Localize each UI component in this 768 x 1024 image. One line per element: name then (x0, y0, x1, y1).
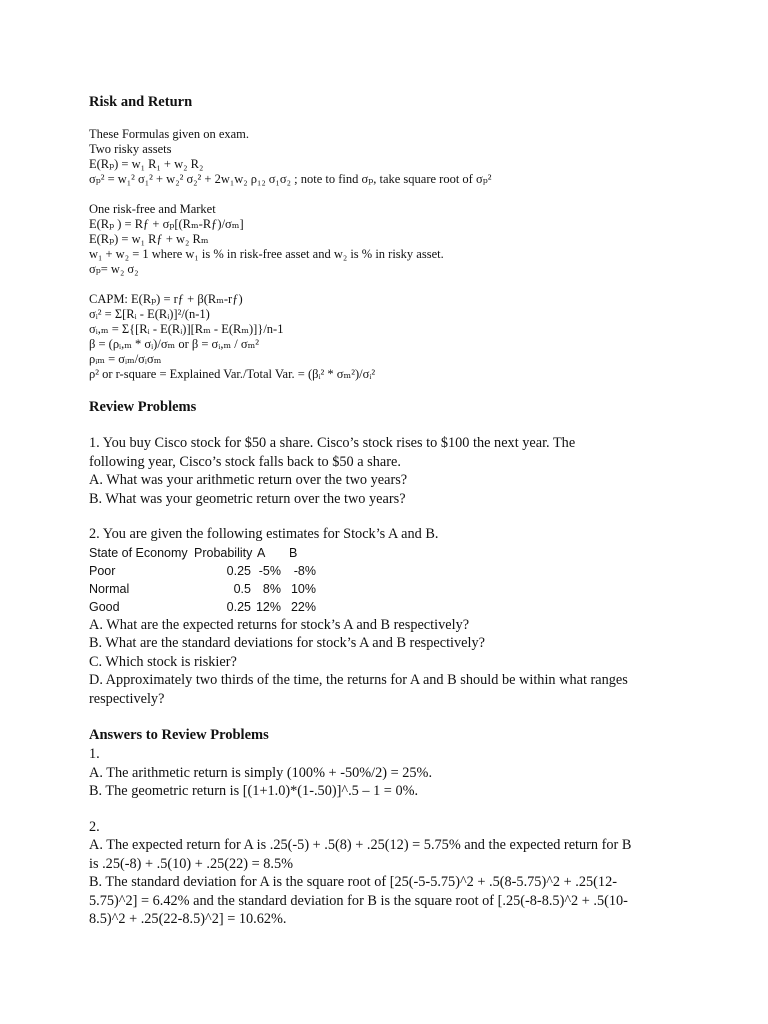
formula-correlation: ρᵢₘ = σᵢₘ/σᵢσₘ (89, 352, 162, 366)
spacer (89, 801, 689, 818)
formula-beta: β = (ρᵢ,ₘ * σᵢ)/σₘ or β = σᵢ,ₘ / σₘ² (89, 337, 259, 351)
table-cell-a: 12% (255, 599, 281, 614)
page-title: Risk and Return (89, 94, 193, 110)
table-cell-a: -5% (258, 563, 281, 578)
spacer (89, 417, 689, 434)
answer-1-a: A. The arithmetic return is simply (100% + -50%/2) = 25%. (89, 764, 433, 781)
formula-expected-return: E(Rₚ) = w₁ R₁ + w₂ R₂ (89, 157, 204, 171)
formula-cml: E(Rₚ ) = Rƒ + σₚ[(Rₘ-Rƒ)/σₘ] (89, 217, 244, 231)
problem-1-question-b: B. What was your geometric return over the two years? (89, 490, 406, 507)
problem-1-line-1: 1. You buy Cisco stock for $50 a share. Cisco’s stock rises to $100 the next year. The (89, 435, 576, 451)
problem-2-question-c: C. Which stock is riskier? (89, 653, 237, 670)
table-cell-a: 8% (262, 581, 281, 596)
problem-2-intro: 2. You are given the following estimates for Stock’s A and B. (89, 526, 439, 542)
table-cell-b: 22% (290, 599, 316, 614)
table-cell-state: Good (89, 599, 120, 614)
table-cell-state: Normal (89, 581, 130, 596)
probability-table (89, 544, 689, 616)
answer-2-b-line-1: B. The standard deviation for A is the square root of [25(-5-5.75)^2 + .5(8-5.75)^2 + .25(12- (89, 874, 617, 890)
table-header-a: A (257, 545, 266, 560)
spacer (89, 508, 689, 525)
formula-r-square: ρ² or r-square = Explained Var./Total Var. = (βᵢ² * σₘ²)/σᵢ² (89, 367, 376, 381)
table-cell-probability: 0.25 (226, 599, 251, 614)
problem-1-line-2: following year, Cisco’s stock falls back to $50 a share. (89, 453, 401, 470)
table-cell-b: 10% (290, 581, 316, 596)
answer-2-a-line-1: A. The expected return for A is .25(-5) + .5(8) + .25(12) = 5.75% and the expected return for B (89, 837, 632, 853)
formula-capm: CAPM: E(Rₚ) = rƒ + β(Rₘ-rƒ) (89, 292, 243, 306)
problem-2-question-b: B. What are the standard deviations for stock’s A and B respectively? (89, 635, 485, 651)
table-cell-probability: 0.25 (226, 563, 251, 578)
spacer (89, 277, 689, 292)
table-header-state: State of Economy (89, 545, 188, 560)
table-cell-b: -8% (293, 563, 316, 578)
spacer (89, 112, 689, 127)
answer-2-b-line-3: 8.5)^2 + .25(22-8.5)^2] = 10.62%. (89, 911, 287, 927)
table-header-row (89, 544, 689, 562)
formula-portfolio-variance: σₚ² = w₁² σ₁² + w₂² σ₂² + 2w₁w₂ ρ₁₂ σ₁σ₂ ; note to find σₚ, take square root of σₚ² (89, 172, 492, 186)
problem-2-question-d-line-1: D. Approximately two thirds of the time, the returns for A and B should be within what ranges (89, 672, 628, 688)
problem-2-question-d-line-2: respectively? (89, 690, 165, 707)
answer-2-b-line-2: 5.75)^2] = 6.42% and the standard deviation for B is the square root of [.25(-8-8.5)^2 + .5(10- (89, 892, 628, 909)
spacer (89, 382, 689, 397)
two-risky-heading: Two risky assets (89, 142, 172, 156)
formula-covariance: σᵢ,ₘ = Σ{[Rᵢ - E(Rᵢ)][Rₘ - E(Rₘ)]}/n-1 (89, 322, 284, 336)
answer-2-number: 2. (89, 818, 100, 835)
formula-portfolio-sd: σₚ= w₂ σ₂ (89, 262, 139, 276)
answers-heading: Answers to Review Problems (89, 727, 269, 743)
table-header-b: B (289, 545, 298, 560)
table-row (89, 562, 689, 580)
review-heading: Review Problems (89, 399, 197, 415)
problem-2-question-a: A. What are the expected returns for stock’s A and B respectively? (89, 616, 470, 633)
answer-2-a-line-2: is .25(-8) + .5(10) + .25(22) = 8.5% (89, 855, 294, 872)
spacer (89, 708, 689, 725)
formula-weights: w₁ + w₂ = 1 where w₁ is % in risk-free asset and w₂ is % in risky asset. (89, 247, 444, 261)
problem-1-question-a: A. What was your arithmetic return over the two years? (89, 472, 408, 488)
intro-text: These Formulas given on exam. (89, 127, 250, 141)
table-cell-state: Poor (89, 563, 116, 578)
table-header-probability: Probability (194, 545, 253, 560)
formula-variance: σᵢ² = Σ[Rᵢ - E(Rᵢ)]²/(n-1) (89, 307, 210, 321)
answer-1-number: 1. (89, 746, 100, 762)
spacer (89, 187, 689, 202)
answer-1-b: B. The geometric return is [(1+1.0)*(1-.50)]^.5 – 1 = 0%. (89, 783, 419, 799)
document-page (89, 92, 689, 929)
risk-free-heading: One risk-free and Market (89, 202, 216, 216)
table-row (89, 598, 689, 616)
table-cell-probability: 0.5 (233, 581, 251, 596)
formula-weighted-return: E(Rₚ) = w₁ Rƒ + w₂ Rₘ (89, 232, 209, 246)
table-row (89, 580, 689, 598)
